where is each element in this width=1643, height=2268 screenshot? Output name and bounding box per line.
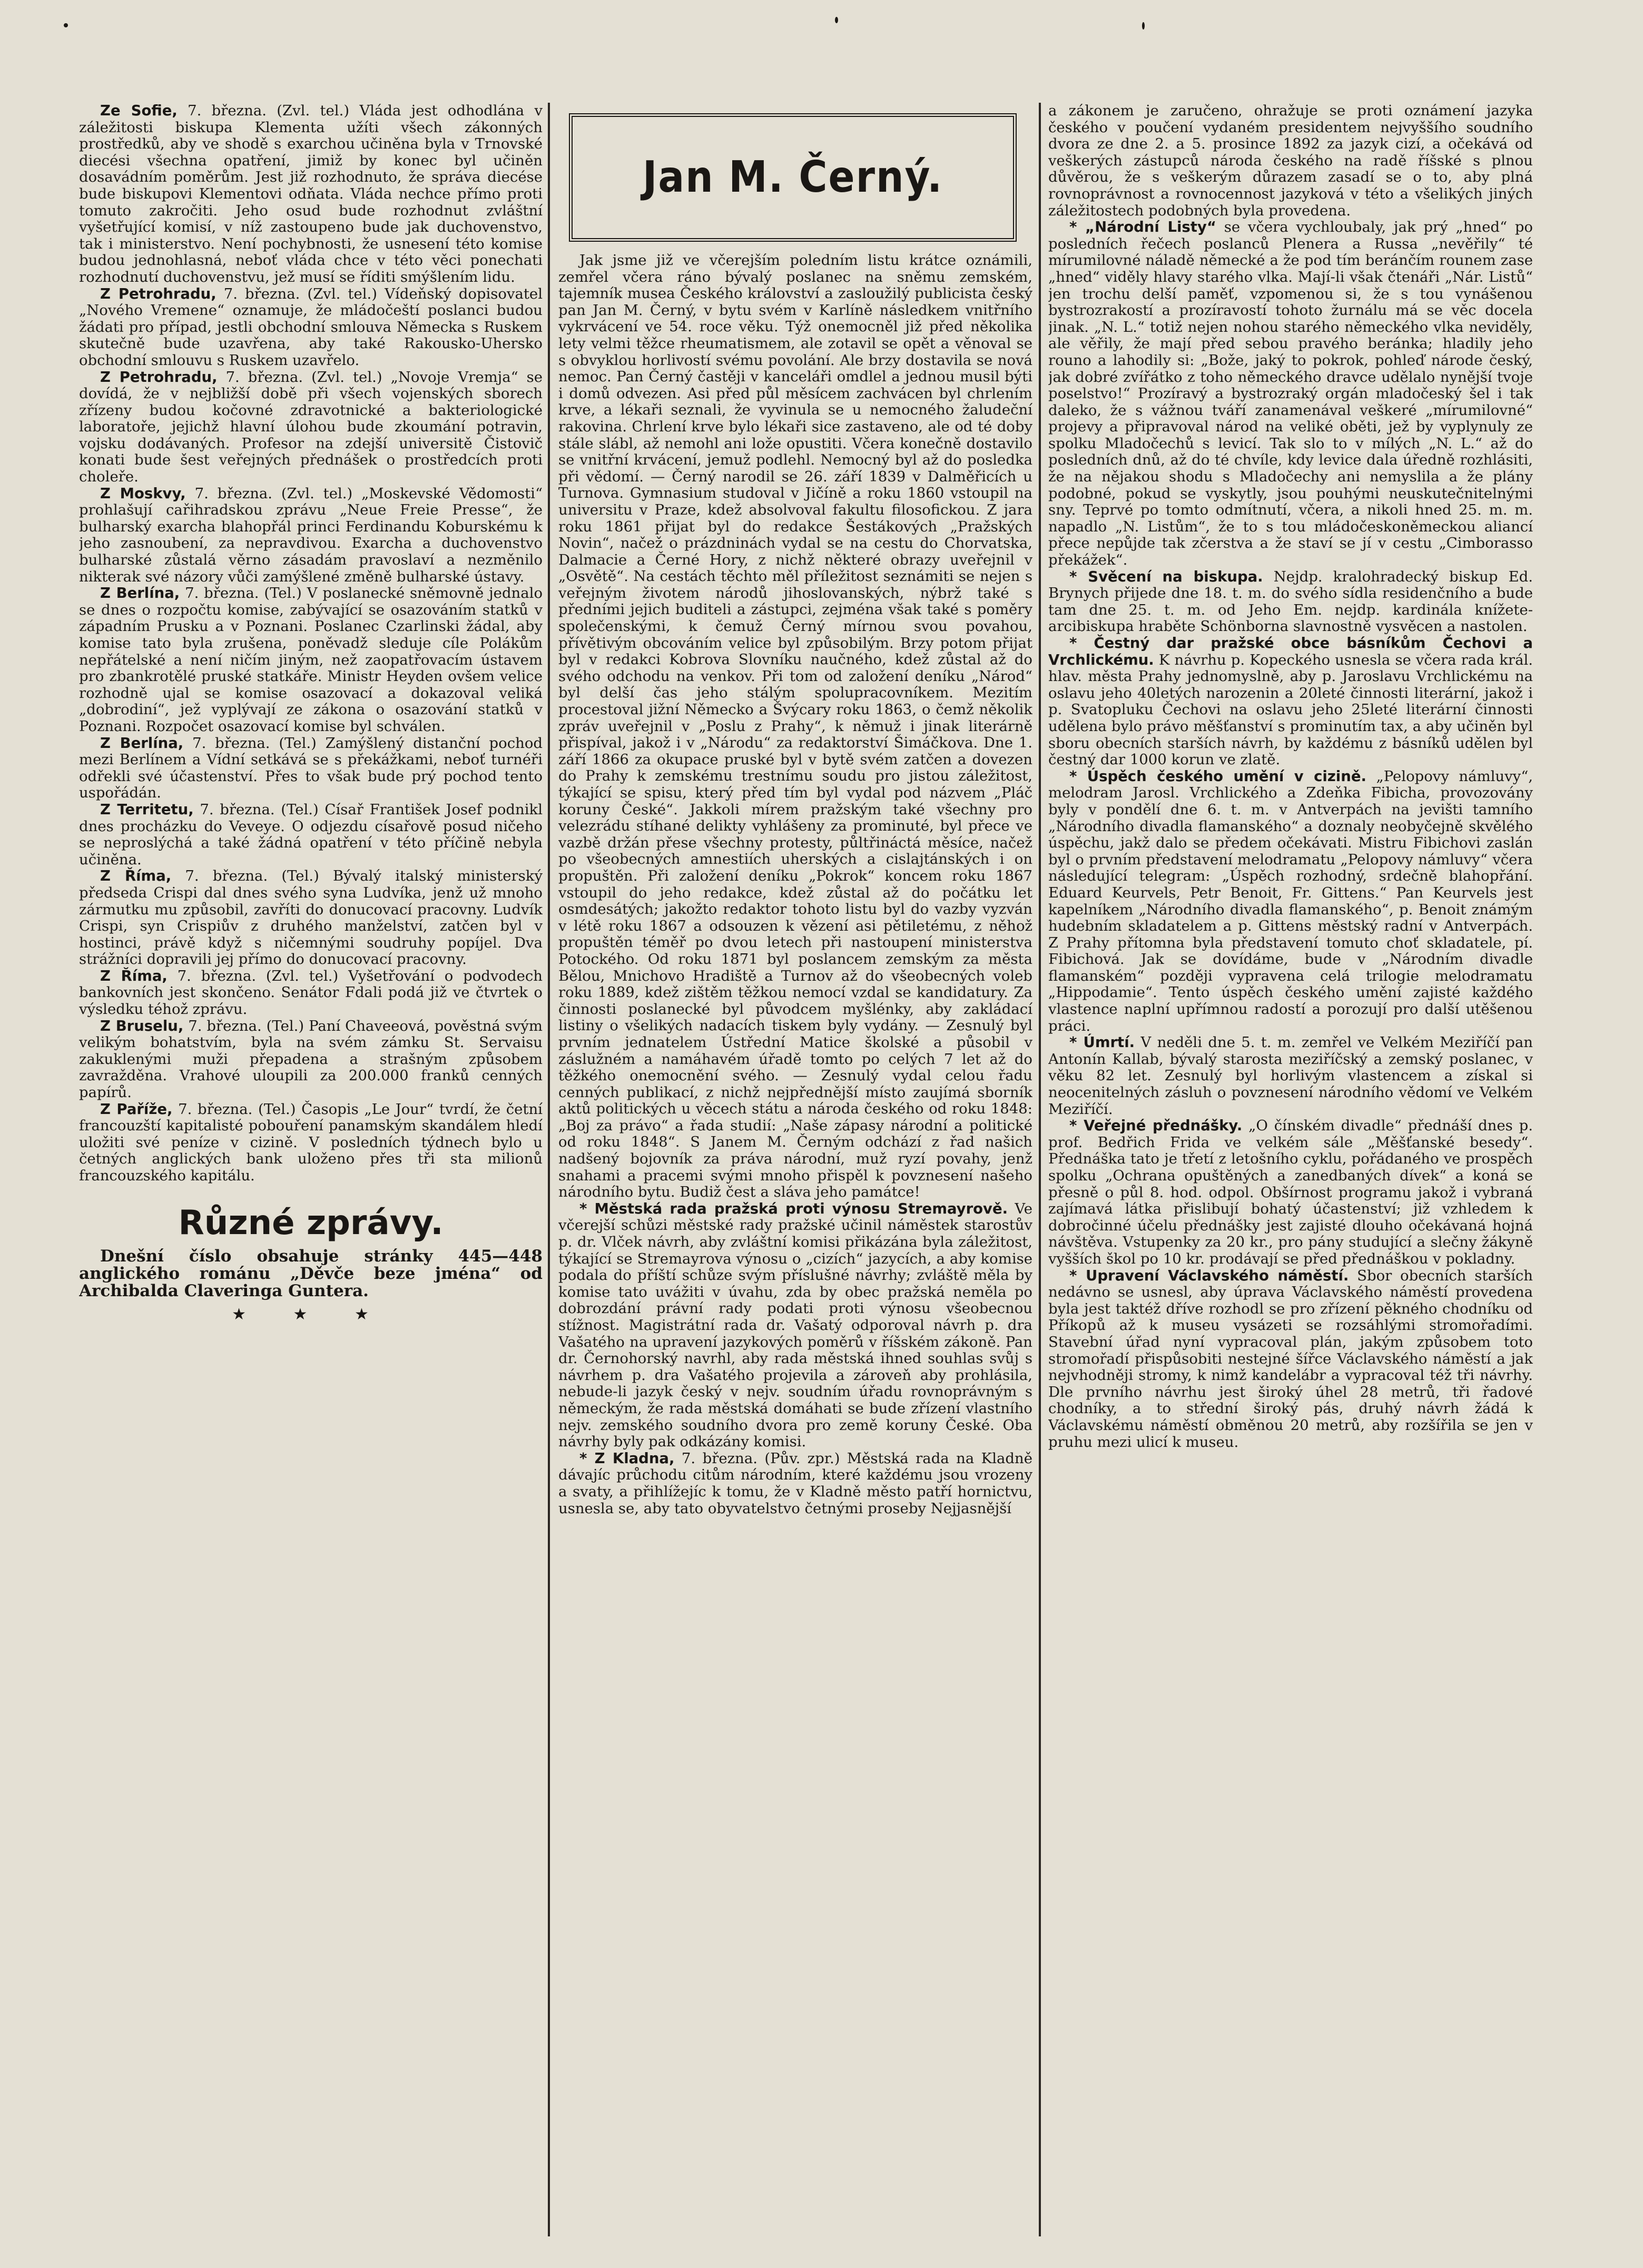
news-text: 7. března. (Zvl. tel.) „Novoje Vremja“ se dovídá, že v nejbližší době při všech vojenských sborech zřízeny budou kočovné zdravotnické a bakteriologické laboratoře, jejichž hlavní úlohou bude zkoumání potravin, vojsku dodávaných. Profesor na zdejší universitě Čistovič konati bude šest veřejných přednášek o prostředcích proti choleře. xyxy=(79,368,543,486)
ink-blot xyxy=(64,23,68,27)
ink-blot xyxy=(1142,22,1145,29)
news-text: 7. března. (Zvl. tel.) Vláda jest odhodlána v záležitosti biskupa Klementa užíti všech zákonných prostředků, aby ve shodě s exarchou učiněna byla v Trnovské diecési všechna opatření, jimiž by konec byl učiněn dosavádním poměrům. Jest již rozhodnuto, že správa diecése bude biskupovi Klementovi odňata. Vláda nechce přímo proti tomuto zakročiti. Jeho osud bude rozhodnut zvláštní vyšetřující komisí, v níž zastoupeno bude jak duchovenstvo, tak i ministerstvo. Není pochybnosti, že usnesení této komise budou jednohlasná, neboť vláda chce v této věci ponechati rozhodnutí duchovenstvu, jež musí se říditi smýšlením lidu. xyxy=(79,103,543,285)
news-lead: Z Říma, xyxy=(100,867,172,885)
news-item xyxy=(79,486,543,586)
column-rule xyxy=(548,103,550,2236)
news-text: 7. března. (Zvl. tel.) „Moskevské Vědomosti“ prohlašují cařihradskou zprávu „Neue Freie Presse“, že bulharský exarcha blahopřál princi Ferdinandu Koburskému k jeho zasnoubení, za nepravdivou. Exarcha a duchovenstvo bulharské zůstalá věrno zásadám pravoslaví a nezměnilo nikterak své názory vůči zamýšlené změně bulharské ústavy. xyxy=(79,485,543,585)
news-item xyxy=(79,369,543,486)
news-lead: * Úspěch českého umění v cizině. xyxy=(1069,767,1366,785)
news-text: K návrhu p. Kopeckého usnesla se včera rada král. hlav. města Prahy jednomyslně, aby p. Jaroslavu Vrchlickému na oslavu jeho 40letých narozenin a 20leté činnosti literární, jakož i p. Svatopluku Čechovi na oslavu jeho 25leté literární činnosti udělena bylo právo měšťanství s prominutím tax, a aby učiněn byl sboru obecních starších návrh, by každému z básníků udělen byl čestný dar 1000 korun ve zlatě. xyxy=(1048,651,1533,768)
news-lead: Z Territetu, xyxy=(100,801,194,818)
news-text: Nejdp. kralohradecký biskup Ed. Brynych přijede dne 18. t. m. do svého sídla residenčního a bude tam dne 25. t. m. od Jeho Em. nejdp. kardinála knížete-arcibiskupa hraběte Schönborna slavnostně vysvěcen a nastolen. xyxy=(1048,568,1533,635)
news-lead: Z Petrohradu, xyxy=(100,285,217,302)
news-item xyxy=(79,1101,543,1185)
news-lead: * Z Kladna, xyxy=(579,1449,675,1467)
section-heading: Různé zprávy. xyxy=(178,1203,444,1243)
column-1 xyxy=(79,103,543,2247)
news-item xyxy=(79,868,543,968)
news-item xyxy=(79,735,543,802)
news-lead: Z Moskvy, xyxy=(100,485,186,502)
news-item xyxy=(1048,219,1533,568)
column-3 xyxy=(1048,103,1533,2247)
news-text: a zákonem je zaručeno, ohražuje se proti oznámení jazyka českého v poučení vydaném presidentem nejvyššího soudního dvora ze dne 2. a 5. prosince 1892 za jazyk cizí, a očekává od veškerých zástupců národa českého na radě říšské s plnou důvěrou, že s veškerým důrazem zasadí se o to, aby plná rovnoprávnost a rovnocennost jazyková v této a všelikých jiných záležitostech podobných byla provedena. xyxy=(1048,103,1533,219)
news-item xyxy=(558,1451,1032,1517)
news-text: Sbor obecních starších nedávno se usnesl, aby úprava Václavského náměstí provedena byla jest taktéž dříve rozhodl se pro zřízení pěkného chodníku od Příkopů až k museu vysázeti se rozsáhlými stromořadími. Stavební úřad nyní vypracoval plán, jakým způsobem toto stromořadí přispůsobiti nestejné šířce Václavského náměstí a jak nejvhodněji stromy, k nimž kandelábr a vypracoval též tři návrhy. Dle prvního návrhu jest široký úhel 28 metrů, tři řadové chodníky, a to střední široký pás, druhý návrh žádá k Václavskému náměstí obměnou 20 metrů, aby rozšířila se jen v pruhu mezi ulicí k museu. xyxy=(1048,1267,1533,1451)
news-text: V neděli dne 5. t. m. zemřel ve Velkém Meziříčí pan Antonín Kallab, bývalý starosta meziříčský a zemský poslanec, v věku 82 let. Zesnulý byl horlivým vlastencem a získal si neocenitelných zásluh o povznesení národního vědomí ve Velkém Meziříčí. xyxy=(1048,1034,1533,1118)
news-lead: * Upravení Václavského náměstí. xyxy=(1069,1267,1349,1284)
news-text: 7. března. (Tel.) Časopis „Le Jour“ tvrdí, že četní francouzští kapitalisté pobouření panamským skandálem hledí uložiti své peníze v cizině. V posledních týdnech bylo u četných anglických bank uloženo přes tři sta milionů francouzského kapitálu. xyxy=(79,1100,543,1184)
column-rule xyxy=(1039,103,1041,2236)
news-item xyxy=(79,103,543,286)
news-lead: Ze Sofie, xyxy=(100,103,178,119)
news-lead: * Svěcení na biskupa. xyxy=(1069,568,1263,585)
news-item xyxy=(1048,1034,1533,1118)
news-item xyxy=(79,1018,543,1101)
news-lead: * Městská rada pražská proti výnosu Stremayrově. xyxy=(579,1200,1008,1217)
news-text: 7. března. (Tel.) Císař František Josef podnikl dnes procházku do Veveye. O odjezdu císařově posud ničeho se neproslýchá a také žádná opatření v této příčině nebyla učiněna. xyxy=(79,801,543,868)
news-item xyxy=(1048,569,1533,635)
news-lead: Z Paříže, xyxy=(100,1100,173,1118)
news-lead: Z Říma, xyxy=(100,967,168,984)
news-text: 7. března. (Tel.) Zamýšlený distanční pochod mezi Berlínem a Vídní setkává se s překážkami, neboť turnéři odřekli své účastenství. Přes to však bude prý pochod tento uspořádán. xyxy=(79,734,543,802)
news-text: 7. března. (Tel.) V poslanecké sněmovně jednalo se dnes o rozpočtu komise, zabývající se osazováním statků v západním Prusku a v Poznani. Poslanec Czarlinski žádal, aby komise tato byla zrušena, poněvadž sleduje cíle Polákům nepřátelské a není ničím jiným, než zaopatřovacím ústavem pro zbankrotělé pruské statkáře. Ministr Heyden ovšem velice rozhodně ujal se komise osazovací a dokazoval veliká „dobrodiní“, jež vyplývají ze zákona o osazování statků v Poznani. Rozpočet osazovací komise byl schválen. xyxy=(79,585,543,735)
news-lead: Z Berlína, xyxy=(100,734,184,752)
ink-blot xyxy=(835,17,838,23)
news-item xyxy=(1048,635,1533,768)
obituary-title: Jan M. Černý. xyxy=(642,152,943,203)
column-2 xyxy=(558,103,1032,2247)
divider-stars: ★ ★ ★ xyxy=(232,1305,390,1324)
news-text: 7. března. (Tel.) Bývalý italský ministerský předseda Crispi dal dnes svého syna Ludvíka, jenž už mnoho zármutku mu způsobil, zavříti do donucovací pracovny. Ludvík Crispi, syn Crispiův z druhého manželství, zatčen byl v hostinci, právě když s ničemnými soudruhy popíjel. Dva strážníci dopravili jej přímo do donucovací pracovny. xyxy=(79,867,543,968)
news-text: „O čínském divadle“ přednáší dnes p. prof. Bedřich Frida ve velkém sále „Měšťanské besedy“. Přednáška tato je třetí z letošního cyklu, pořádaného ve prospěch spolku „Ochrana opuštěných a zanedbaných dívek“ a koná se přesně o půl 8. hod. odpol. Obšírnost programu jakož i vybraná zajímavá látka přislibují bohatý účastenství; již vzhledem k dobročinné účelu přednášky jest zajisté dlouho očekávaná hojná návštěva. Vstupenky za 20 kr., pro pány studující a slečny žákyně vyšších škol po 10 kr. prodávají se před přednáškou v pokladny. xyxy=(1048,1117,1533,1267)
news-lead: * „Národní Listy“ xyxy=(1069,219,1216,236)
news-item xyxy=(1048,1118,1533,1267)
news-item xyxy=(558,1201,1032,1451)
news-lead: * Úmrtí. xyxy=(1069,1034,1135,1051)
news-text: Ve včerejší schůzi městské rady pražské učinil náměstek starostův p. dr. Vlček návrh, aby zvláštní komisi přikázána byla záležitost, týkající se Stremayrova výnosu o „cizích“ jazycích, a aby komise podala do příští schůze svým příslušné návrhy; zvláště měla by komise tato uvážiti v úvahu, zda by obec pražská neměla po dobrozdání právní rady podati proti výnosu všeobecnou stížnost. Magistrátní rada dr. Vašatý odporoval návrh p. dra Vašatého na upravení jazykových poměrů v říšském zákoně. Pan dr. Černohorský navrhl, aby rada městská ihned souhlas svůj s návrhem p. dra Vašatého projevila a zároveň aby prohlásila, nebude-li jazyk český v nejv. soudním úřadu rovnoprávným s německým, že rada městská domáhati se bude zřízení vlastního nejv. zemského soudního dvora pro země koruny České. Oba návrhy byly pak odkázány komisi. xyxy=(558,1200,1032,1451)
news-item xyxy=(1048,1268,1533,1451)
news-lead: * Veřejné přednášky. xyxy=(1069,1117,1243,1135)
news-item xyxy=(1048,768,1533,1035)
news-text: se včera vychloubaly, jak prý „hned“ po posledních řečech poslanců Plenera a Russa „nevěřily“ té mírumilovné náladě německé a že pod tím beránčím rounem zase „hned“ viděly hlavy starého vlka. Mají-li však čtenáři „Nár. Listů“ jen trochu delší paměť, vzpomenou si, že s tou vynášenou bystrozrakostí a prozíravostí tohoto žurnálu má se věc docela jinak. „N. L.“ totiž nejen nohou starého německého vlka neviděly, ale věřily, že mají před sebou pravého beránka; hladily jeho rouno a lahodily si: „Bože, jaký to pokrok, pohleď národe český, jak dobré zvířátko z toho německého dravce udělalo nynější tvoje poselstvo!“ Prozíravý a bystrozraký orgán mladočeský šel i tak daleko, že s vážnou tváří zanamenával veškeré „mírumilovné“ projevy a připravoval národ na veliké oběti, jež by vyplynuly ze spolku Mladočechů s levicí. Tak slo to v mílých „N. L.“ až do posledních dnů, až do té chvíle, kdy levice dala úředně rozhlásiti, že na nějakou shodu s Mladočechy ani nemyslila a že plány podobné, pokud se vyskytly, jsou pouhými neuskutečnitelnými sny. Teprvé po tomto odmítnutí, včera, a nikoli hned 25. m. m. napadlo „N. Listům“, že to s tou mládočeskoněmeckou aliancí přece nepůjde tak zčerstva a že staví se jí v cestu „Cimborasso překážek“. xyxy=(1048,219,1533,569)
news-text: 7. března. (Pův. zpr.) Městská rada na Kladně dávajíc průchodu citům národním, které každému jsou vrozeny a svaty, a přihlížejíc k tomu, že v Kladně město patří hornictvu, usnesla se, aby tato obyvatelstvo četnými proseby Nejjasnější xyxy=(558,1449,1032,1517)
news-lead: Z Bruselu, xyxy=(100,1017,184,1034)
news-item xyxy=(79,802,543,868)
obituary-title-box xyxy=(569,113,1017,242)
news-item xyxy=(1048,103,1533,219)
news-item xyxy=(79,968,543,1018)
news-lead: Z Petrohradu, xyxy=(100,368,218,386)
news-text: 7. března. (Zvl. tel.) Vídeňský dopisovatel „Nového Vremene“ oznamuje, že mládočeští poslanci budou žádati pro případ, jestli obchodní smlouva Německa s Ruskem skutečně bude uzavřena, aby také Rakousko-Uhersko obchodní smlouvu s Ruskem uzavřelo. xyxy=(79,285,543,369)
novel-notice: Dnešní číslo obsahuje stránky 445—448 anglického románu „Děvče beze jména“ od Archibalda Claveringa Guntera. xyxy=(79,1246,543,1300)
news-lead: * Čestný dar pražské obce básníkům Čechovi a Vrchlickému. xyxy=(1048,635,1533,668)
news-item xyxy=(79,585,543,735)
obituary-text: Jak jsme již ve včerejším poledním listu krátce oznámili, zemřel včera ráno bývalý poslanec na sněmu zemském, tajemník musea Českého království a zasloužilý publicista český pan Jan M. Černý, v bytu svém v Karlíně následkem vnitřního vykrvácení ve 54. roce věku. Týž onemocněl již před několika lety velmi těžce rheumatismem, ale zotavil se opět a věnoval se s obvyklou horlivostí svému povolání. Ale brzy dostavila se nová nemoc. Pan Černý častěji v kanceláři omdlel a jednou musil býti i domů odvezen. Asi před půl měsícem zachvácen byl chrlením krve, a lékaři seznali, že vyvinula se u nemocného žaludeční rakovina. Chrlení krve bylo lékaři sice zastaveno, ale od té doby stále slábl, až nemohl ani lože opustiti. Včera konečně dostavilo se vnitřní krvácení, jemuž podlehl. Nemocný byl až do posledka při vědomí. — Černý narodil se 26. září 1839 v Dalměřicích u Turnova. Gymnasium studoval v Jičíně a roku 1860 vstoupil na universitu v Praze, kdež absolvoval fakultu filosofickou. Z jara roku 1861 přijat byl do redakce Šestákových „Pražských Novin“, načež o prázdninách vydal se na cestu do Chorvatska, Dalmacie a Černé Hory, z nichž některé obrazy uveřejnil v „Osvětě“. Na cestách těchto měl příležitost seznámiti se nejen s veřejným životem národů jihoslovanských, nýbrž také s předními jejich buditeli a zástupci, zejména však také s poměry společenskými, k čemuž Černý mírnou svou povahou, přívětivým obcováním velice byl způsobilým. Brzy potom přijat byl v redakci Kobrova Slovníku naučného, kdež zůstal až do svého odchodu na venkov. Při tom od založení deníku „Národ“ byl delší čas jeho stálým spolupracovníkem. Mezitím procestoval jižní Německo a Švýcary roku 1863, o čemž několik zpráv uveřejnil v „Poslu z Prahy“, k němuž i jinak literárně přispíval, jakož i v „Národu“ za redaktorství Šimáčkova. Dne 1. září 1866 za okupace pruské byl v bytě svém zatčen a dovezen do Prahy k zemskému trestnímu soudu pro jistou záležitost, týkající se spisu, který před tím byl vydal pod názvem „Pláč koruny České“. Jakkoli mírem pražským také všechny pro velezrádu stíhané delikty vyhlášeny za prominuté, byl přece ve vazbě držán přese všechny protesty, půltřináctá měsíce, načež po všeobecných amnestiích uherských a cislajtánských i on propuštěn. Při založení deníku „Pokrok“ koncem roku 1867 vstoupil do jeho redakce, kdež zůstal až do počátku let osmdesátých; jakožto redaktor tohoto listu byl do vazby vyzván v létě roku 1867 a odsouzen k vězení asi pětiletému, z něhož propuštěn téměř po dvou letech při nastoupení ministerstva Potockého. Od roku 1871 byl poslancem zemským za města Bělou, Mnichovo Hradiště a Turnov až do všeobecných voleb roku 1889, kdež zištěm těžkou nemocí vzdal se kandidatury. Za činnosti poslanecké byl původcem myšlénky, aby zakládací listiny o všelikých nadacích tiskem byly vydány. — Zesnulý byl prvním jednatelem Ústřední Matice školské a působil v záslužném a namáhavém úřadě tomto po celých 7 let až do těžkého onemocnění svého. — Zesnulý vydal celou řadu cenných publikací, z nichž nejpřednější místo zaujímá sborník aktů politických u věcech státu a národa českého od roku 1848: „Boj za právo“ a řada studií: „Naše zápasy národní a politické od roku 1848“. S Janem M. Černým odchází z řad našich nadšený bojovník za práva národní, muž ryzí povahy, jenž snahami a pracemi svými mnoho přispěl k povznesení našeho národního bytu. Budiž čest a sláva jeho památce! xyxy=(558,252,1032,1201)
news-text: 7. března. (Zvl. tel.) Vyšetřování o podvodech bankovních jest skončeno. Senátor Fdali podá již ve čtvrtek o výsledku téhož zprávu. xyxy=(79,967,543,1018)
news-text: 7. března. (Tel.) Paní Chaveeová, pověstná svým velikým bohatstvím, byla na svém zámku St. Servaisu zakuklenými muži přepadena a strašným způsobem zavražděna. Vrahové uloupili za 200.000 franků cenných papírů. xyxy=(79,1017,543,1101)
news-text: „Pelopovy námluvy“, melodram Jarosl. Vrchlického a Zdeňka Fibicha, provozovány byly v pondělí dne 6. t. m. v Antverpách na jevišti tamního „Národního divadla flamanského“ a doznaly neobyčejně skvělého úspěchu, jakž dalo se předem očekávati. Mistru Fibichovi zaslán byl o prvním představení melodramatu „Pelopovy námluvy“ včera následující telegram: „Úspěch rozhodný, srdečně blahopřání. Eduard Keurvels, Petr Benoit, Fr. Gittens.“ Pan Keurvels jest kapelníkem „Národního divadla flamanského“, p. Benoit známým hudebním skladatelem a p. Gittens městský radní v Antverpách. Z Prahy přítomna byla představení tomuto choť skladatele, pí. Fibichová. Jak se dovídáme, bude v „Národním divadle flamanském“ později vypravena celá trilogie melodramatu „Hippodamie“. Tento úspěch českého umění zajisté každého vlastence naplní upřímnou radostí a porozují pro další utěšenou práci. xyxy=(1048,767,1533,1034)
news-item xyxy=(79,286,543,369)
news-lead: Z Berlína, xyxy=(100,585,180,602)
